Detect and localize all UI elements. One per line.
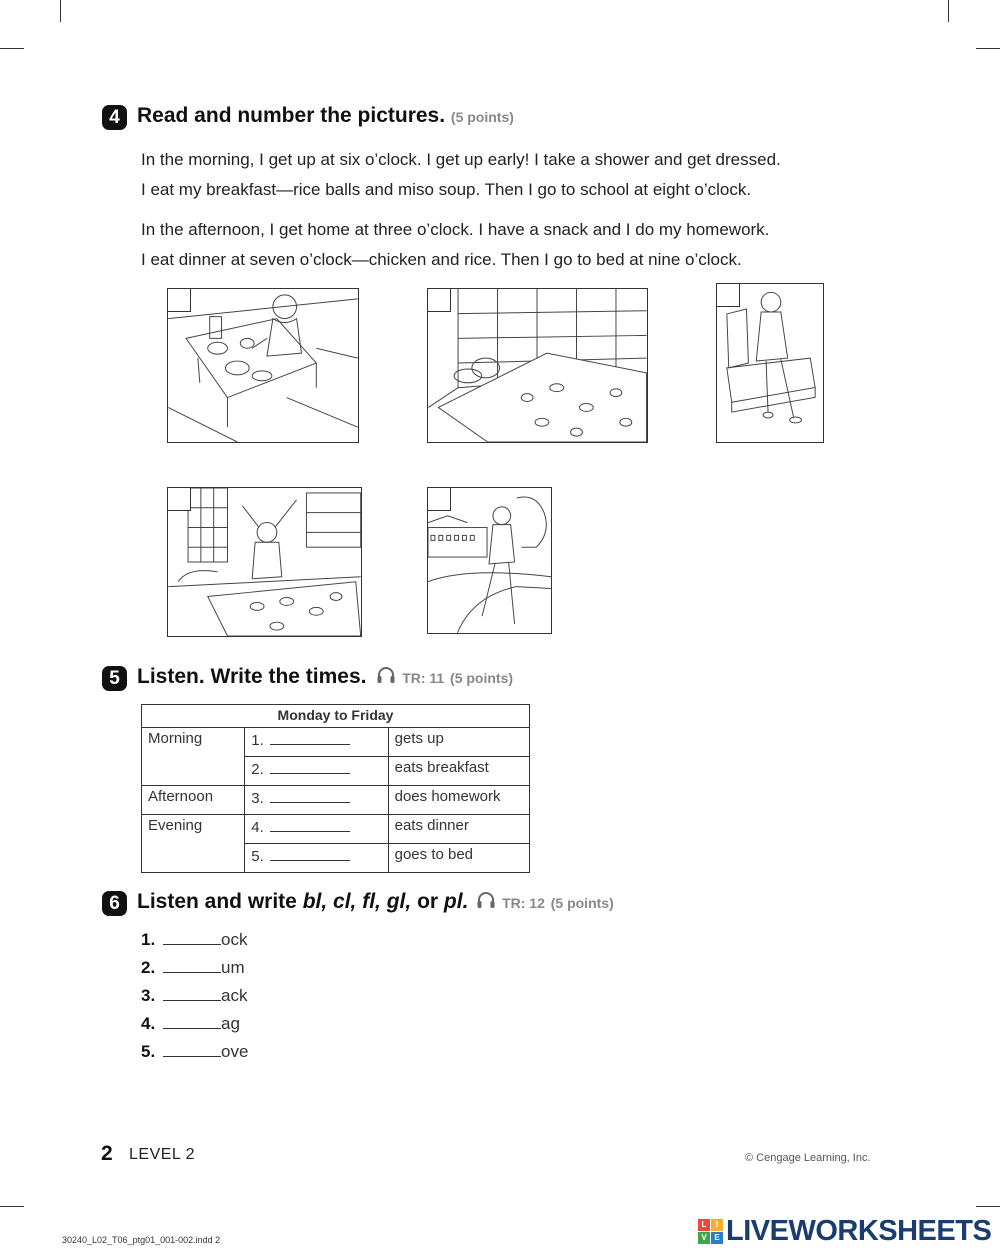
item-number: 4. bbox=[141, 1014, 156, 1033]
number-answer-box[interactable] bbox=[167, 487, 191, 511]
picture-breakfast bbox=[167, 288, 359, 443]
section-5-track: TR: 11 bbox=[402, 670, 445, 686]
section-4-badge: 4 bbox=[102, 105, 127, 130]
section-6-points: (5 points) bbox=[550, 895, 614, 911]
page-number: 2 bbox=[101, 1142, 113, 1165]
copyright: © Cengage Learning, Inc. bbox=[745, 1152, 871, 1164]
times-table bbox=[141, 704, 530, 873]
sleeping-illustration bbox=[428, 289, 647, 442]
answer-blank[interactable] bbox=[163, 987, 221, 1001]
number-answer-box[interactable] bbox=[716, 283, 740, 307]
list-item bbox=[141, 1014, 240, 1034]
paragraph-line: In the morning, I get up at six o’clock. I get up early! I take a shower and get dressed. bbox=[141, 150, 781, 169]
word-ending: um bbox=[221, 958, 245, 977]
breakfast-illustration bbox=[168, 289, 358, 442]
crop-mark bbox=[60, 0, 61, 22]
paragraph-line: In the afternoon, I get home at three o’clock. I have a snack and I do my homework. bbox=[141, 220, 770, 239]
logo-cube-letter: E bbox=[711, 1232, 723, 1244]
activity-cell: gets up bbox=[388, 728, 529, 757]
picture-sleeping bbox=[427, 288, 648, 443]
section-6-or: or bbox=[417, 890, 439, 913]
list-item bbox=[141, 986, 247, 1006]
logo-text: LIVEWORKSHEETS bbox=[726, 1214, 992, 1247]
logo-cube-letter: V bbox=[698, 1232, 710, 1244]
word-ending: ack bbox=[221, 986, 248, 1005]
section-5-badge: 5 bbox=[102, 666, 127, 691]
section-6-title bbox=[137, 890, 614, 914]
section-6-last-option: pl. bbox=[443, 890, 469, 913]
item-number: 3. bbox=[141, 986, 156, 1005]
word-ending: ock bbox=[221, 930, 248, 949]
logo-cube-letter: L bbox=[698, 1219, 710, 1231]
word-ending: ove bbox=[221, 1042, 249, 1061]
section-6-badge: 6 bbox=[102, 891, 127, 916]
crop-mark bbox=[976, 48, 1000, 49]
chair-illustration bbox=[717, 284, 823, 442]
activity-cell: does homework bbox=[388, 786, 529, 815]
number-answer-box[interactable] bbox=[427, 288, 451, 312]
time-blank[interactable] bbox=[270, 817, 350, 832]
waking-up-illustration bbox=[168, 488, 361, 636]
logo-cube-letter: I bbox=[711, 1219, 723, 1231]
logo-cube-icon bbox=[698, 1219, 723, 1244]
level-label: LEVEL 2 bbox=[129, 1146, 196, 1163]
reading-paragraph-2 bbox=[141, 215, 901, 274]
list-item bbox=[141, 1042, 248, 1062]
row-number: 3. bbox=[251, 790, 264, 807]
answer-blank[interactable] bbox=[163, 1015, 221, 1029]
time-cell bbox=[245, 757, 388, 786]
crop-mark bbox=[976, 1206, 1000, 1207]
section-4-points: (5 points) bbox=[450, 109, 514, 125]
time-blank[interactable] bbox=[270, 759, 350, 774]
time-cell bbox=[245, 728, 388, 757]
section-6-heading: Listen and write bbox=[137, 890, 297, 913]
section-6-options: bl, cl, fl, gl, bbox=[302, 890, 412, 913]
file-name: 30240_L02_T06_ptg01_001-002.indd 2 bbox=[62, 1235, 221, 1245]
answer-blank[interactable] bbox=[163, 1043, 221, 1057]
list-item bbox=[141, 930, 247, 950]
section-5-title bbox=[137, 665, 513, 689]
item-number: 5. bbox=[141, 1042, 156, 1061]
time-cell bbox=[245, 844, 388, 873]
table-row bbox=[142, 815, 530, 844]
paragraph-line: I eat my breakfast—rice balls and miso soup. Then I go to school at eight o’clock. bbox=[141, 179, 752, 199]
section-4-title bbox=[137, 104, 514, 128]
activity-cell: eats dinner bbox=[388, 815, 529, 844]
answer-blank[interactable] bbox=[163, 959, 221, 973]
row-number: 5. bbox=[251, 848, 264, 865]
row-number: 1. bbox=[251, 732, 264, 749]
number-answer-box[interactable] bbox=[167, 288, 191, 312]
liveworksheets-logo[interactable] bbox=[698, 1214, 991, 1248]
crop-mark bbox=[948, 0, 949, 22]
table-row bbox=[142, 728, 530, 757]
item-number: 2. bbox=[141, 958, 156, 977]
period-cell: Morning bbox=[142, 728, 245, 786]
word-ending: ag bbox=[221, 1014, 240, 1033]
crop-mark bbox=[0, 1206, 24, 1207]
time-cell bbox=[245, 815, 388, 844]
reading-paragraph-1 bbox=[141, 145, 901, 204]
time-blank[interactable] bbox=[270, 730, 350, 745]
picture-waking-up bbox=[167, 487, 362, 637]
list-item bbox=[141, 958, 245, 978]
activity-cell: goes to bed bbox=[388, 844, 529, 873]
table-header: Monday to Friday bbox=[142, 705, 530, 728]
time-blank[interactable] bbox=[270, 788, 350, 803]
item-number: 1. bbox=[141, 930, 156, 949]
crop-mark bbox=[0, 48, 24, 49]
answer-blank[interactable] bbox=[163, 931, 221, 945]
paragraph-line: I eat dinner at seven o’clock—chicken and rice. Then I go to bed at nine o’clock. bbox=[141, 249, 742, 269]
section-4-heading: Read and number the pictures. bbox=[137, 104, 446, 127]
section-6-track: TR: 12 bbox=[502, 895, 545, 911]
time-blank[interactable] bbox=[270, 846, 350, 861]
period-cell: Evening bbox=[142, 815, 245, 873]
picture-school bbox=[427, 487, 552, 634]
row-number: 4. bbox=[251, 819, 264, 836]
time-cell bbox=[245, 786, 388, 815]
section-5-points: (5 points) bbox=[450, 670, 514, 686]
activity-cell: eats breakfast bbox=[388, 757, 529, 786]
table-row bbox=[142, 786, 530, 815]
headphones-icon[interactable] bbox=[476, 891, 496, 909]
picture-chair bbox=[716, 283, 824, 443]
period-cell: Afternoon bbox=[142, 786, 245, 815]
section-5-heading: Listen. Write the times. bbox=[137, 665, 367, 688]
row-number: 2. bbox=[251, 761, 264, 778]
headphones-icon[interactable] bbox=[376, 666, 396, 684]
number-answer-box[interactable] bbox=[427, 487, 451, 511]
